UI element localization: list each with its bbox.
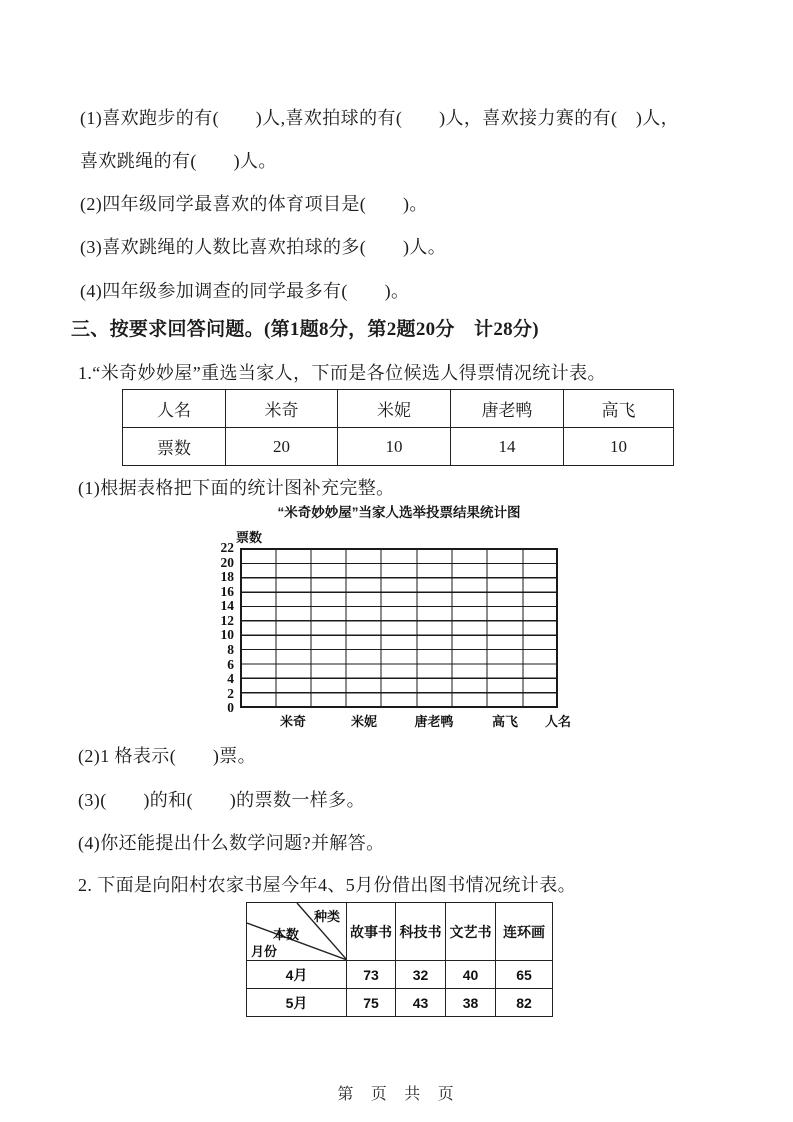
books-april-comic: 65 xyxy=(496,961,553,989)
votes-header-mickey: 米奇 xyxy=(226,390,338,428)
chart-category-goofy: 高飞 xyxy=(491,714,519,729)
ytick: 20 xyxy=(220,554,234,570)
chart-category-mickey: 米奇 xyxy=(279,714,307,729)
books-april-label: 4月 xyxy=(247,961,347,989)
votes-donald: 14 xyxy=(451,428,564,466)
ytick: 12 xyxy=(220,612,234,628)
books-corner-cell xyxy=(247,903,347,961)
question1-sub2: (2)1 格表示( )票。 xyxy=(78,746,257,766)
votes-goofy: 10 xyxy=(564,428,674,466)
chart-title: “米奇妙妙屋”当家人选举投票结果统计图 xyxy=(277,505,521,520)
books-header-literature: 文艺书 xyxy=(446,903,496,961)
ytick: 10 xyxy=(220,627,234,643)
votes-data-row xyxy=(123,428,674,466)
chart-y-ticks xyxy=(200,541,234,715)
votes-table xyxy=(122,389,674,466)
books-header-row xyxy=(247,903,553,961)
books-row-may xyxy=(247,989,553,1017)
ytick: 4 xyxy=(227,671,234,687)
books-april-story: 73 xyxy=(347,961,396,989)
ytick: 16 xyxy=(220,583,234,599)
books-corner-category: 种类 xyxy=(313,909,340,924)
books-row-april xyxy=(247,961,553,989)
ytick: 14 xyxy=(220,598,234,614)
section-heading: 三、按要求回答问题。(第1题8分，第2题20分 计28分) xyxy=(71,319,539,340)
ytick: 6 xyxy=(227,656,234,672)
question2-intro: 2. 下面是向阳村农家书屋今年4、5月份借出图书情况统计表。 xyxy=(78,875,576,895)
blank-question-3: (3)喜欢跳绳的人数比喜欢拍球的多( )人。 xyxy=(80,237,447,257)
books-header-science: 科技书 xyxy=(396,903,446,961)
ytick: 0 xyxy=(227,700,234,716)
books-april-literature: 40 xyxy=(446,961,496,989)
books-april-science: 32 xyxy=(396,961,446,989)
ytick: 8 xyxy=(227,642,234,658)
chart-grid xyxy=(240,548,558,708)
chart-category-donald: 唐老鸭 xyxy=(414,714,454,729)
votes-header-row xyxy=(123,390,674,428)
page-footer: 第 页 共 页 xyxy=(337,1086,456,1103)
blank-question-4: (4)四年级参加调查的同学最多有( )。 xyxy=(80,281,410,301)
blank-question-1b: 喜欢跳绳的有( )人。 xyxy=(80,151,277,171)
chart-y-axis-label: 票数 xyxy=(236,530,263,545)
books-may-comic: 82 xyxy=(496,989,553,1017)
books-header-story: 故事书 xyxy=(347,903,396,961)
votes-label: 票数 xyxy=(123,428,226,466)
blank-question-2: (2)四年级同学最喜欢的体育项目是( )。 xyxy=(80,194,428,214)
books-header-comic: 连环画 xyxy=(496,903,553,961)
books-may-story: 75 xyxy=(347,989,396,1017)
ytick: 2 xyxy=(227,685,234,701)
votes-header-goofy: 高飞 xyxy=(564,390,674,428)
votes-header-name: 人名 xyxy=(123,390,226,428)
chart-x-axis-label: 人名 xyxy=(544,714,572,729)
question1-sub4: (4)你还能提出什么数学问题?并解答。 xyxy=(78,833,385,853)
books-corner-count: 本数 xyxy=(273,927,300,942)
votes-header-donald: 唐老鸭 xyxy=(451,390,564,428)
books-table xyxy=(246,902,553,1017)
books-may-science: 43 xyxy=(396,989,446,1017)
books-corner-month: 月份 xyxy=(251,944,278,959)
ytick: 18 xyxy=(220,569,234,585)
books-may-literature: 38 xyxy=(446,989,496,1017)
votes-mickey: 20 xyxy=(226,428,338,466)
question1-sub1: (1)根据表格把下面的统计图补充完整。 xyxy=(78,478,395,498)
question1-sub3: (3)( )的和( )的票数一样多。 xyxy=(78,790,365,810)
chart-category-minnie: 米妮 xyxy=(350,714,378,729)
books-may-label: 5月 xyxy=(247,989,347,1017)
votes-header-minnie: 米妮 xyxy=(338,390,451,428)
blank-question-1a: (1)喜欢跑步的有( )人,喜欢拍球的有( )人，喜欢接力赛的有( )人， xyxy=(80,108,680,128)
votes-minnie: 10 xyxy=(338,428,451,466)
ytick: 22 xyxy=(220,540,234,555)
question1-intro: 1.“米奇妙妙屋”重选当家人，下而是各位候选人得票情况统计表。 xyxy=(78,363,606,383)
